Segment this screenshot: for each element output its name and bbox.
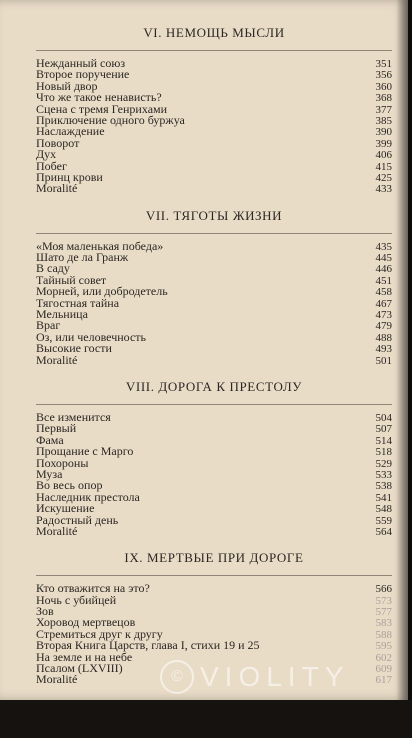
entry-page: 435 bbox=[375, 240, 392, 253]
toc-entry bbox=[36, 455, 392, 470]
entry-page: 399 bbox=[375, 137, 392, 150]
entry-page: 473 bbox=[375, 309, 392, 322]
toc-entry bbox=[36, 126, 392, 137]
toc-entry bbox=[36, 309, 392, 320]
section-title: IX. МЕРТВЫЕ ПРИ ДОРОГЕ bbox=[124, 550, 304, 566]
entry-label: Высокие гости bbox=[36, 341, 112, 356]
entry-label: Кто отважится на это? bbox=[36, 581, 150, 596]
entry-page: 617 bbox=[375, 674, 392, 687]
entry-page: 488 bbox=[375, 331, 392, 344]
entry-page: 573 bbox=[375, 594, 392, 607]
entry-page: 541 bbox=[375, 491, 392, 504]
entry-label: Сцена с тремя Генрихами bbox=[36, 101, 168, 116]
entry-label: Зов bbox=[36, 604, 54, 619]
toc-entry bbox=[36, 409, 392, 424]
entry-page: 385 bbox=[375, 114, 392, 127]
entry-page: 514 bbox=[375, 434, 392, 447]
entry-page: 566 bbox=[375, 583, 392, 596]
entry-page: 609 bbox=[375, 663, 392, 676]
entry-page: 425 bbox=[375, 171, 392, 184]
entry-label: Оз, или человечность bbox=[36, 329, 147, 344]
entry-page: 451 bbox=[375, 274, 392, 287]
entry-label: Все изменится bbox=[36, 409, 111, 424]
entry-page: 548 bbox=[375, 503, 392, 516]
entry-page: 390 bbox=[375, 126, 392, 139]
section-title: VI. НЕМОЩЬ МЫСЛИ bbox=[143, 25, 285, 40]
entry-page: 504 bbox=[375, 411, 392, 424]
entry-label: Второе поручение bbox=[36, 67, 130, 82]
entry-page: 538 bbox=[375, 480, 392, 493]
entry-label: Прощание с Марго bbox=[36, 444, 134, 459]
entry-label: Муза bbox=[36, 466, 63, 481]
entry-label: На земле и на небе bbox=[36, 649, 133, 664]
entry-page: 415 bbox=[375, 160, 392, 173]
entry-page: 533 bbox=[375, 468, 392, 481]
entry-page: 368 bbox=[375, 92, 392, 105]
entry-label: Ночь с убийцей bbox=[36, 592, 117, 607]
entry-page: 446 bbox=[375, 263, 392, 276]
toc-entry bbox=[36, 352, 392, 367]
entry-page: 445 bbox=[375, 252, 392, 265]
entry-label: Искушение bbox=[36, 501, 95, 516]
entry-page: 433 bbox=[375, 183, 392, 196]
entry-page: 479 bbox=[375, 320, 392, 333]
table-of-contents bbox=[36, 24, 392, 713]
watermark-text: VIOLITY bbox=[200, 661, 350, 692]
page-edge-shadow bbox=[396, 0, 412, 700]
entry-page: 595 bbox=[375, 640, 392, 653]
entry-page: 564 bbox=[375, 525, 392, 538]
entry-label: Фама bbox=[36, 432, 64, 447]
entry-label: Тайный совет bbox=[36, 272, 107, 287]
entry-label: Побег bbox=[36, 158, 67, 173]
entry-label: Мельница bbox=[36, 307, 88, 322]
toc-entry bbox=[36, 183, 392, 194]
entry-page: 602 bbox=[375, 651, 392, 664]
entry-label: Первый bbox=[36, 421, 77, 436]
toc-entry bbox=[36, 135, 392, 150]
toc-entry bbox=[36, 343, 392, 354]
entry-label: Наслаждение bbox=[36, 124, 105, 139]
entry-label: Псалом (LXVIII) bbox=[36, 661, 123, 676]
entry-label: Нежданный союз bbox=[36, 56, 126, 70]
entry-page: 588 bbox=[375, 628, 392, 641]
section-title: VIII. ДОРОГА К ПРЕСТОЛУ bbox=[125, 378, 303, 394]
section-divider bbox=[36, 233, 392, 234]
copyright-icon: © bbox=[160, 660, 194, 694]
entry-page: 507 bbox=[375, 423, 392, 436]
toc-entry bbox=[36, 295, 392, 310]
entry-label: Тягостная тайна bbox=[36, 295, 120, 310]
entry-label: Стремиться друг к другу bbox=[36, 626, 163, 641]
entry-label: Шато де ла Гранж bbox=[36, 250, 129, 265]
toc-entry bbox=[36, 169, 392, 184]
entry-page: 529 bbox=[375, 457, 392, 470]
entry-label: Дух bbox=[36, 147, 57, 162]
entry-label: Вторая Книга Царств, глава I, стихи 19 и 25 bbox=[36, 638, 260, 653]
entry-label: Что же такое ненависть? bbox=[36, 90, 162, 105]
toc-section-7 bbox=[36, 207, 392, 366]
section-title: VII. ТЯГОТЫ ЖИЗНИ bbox=[145, 207, 283, 223]
entry-page: 377 bbox=[375, 103, 392, 116]
entry-label: Хоровод мертвецов bbox=[36, 615, 136, 630]
toc-entry bbox=[36, 423, 392, 434]
section-divider bbox=[36, 404, 392, 405]
entry-label: Поворот bbox=[36, 135, 80, 150]
entry-label: Moralité bbox=[36, 523, 78, 538]
entry-page: 467 bbox=[375, 297, 392, 310]
entry-page: 356 bbox=[375, 69, 392, 82]
entry-label: Радостный день bbox=[36, 512, 119, 527]
entry-label: Moralité bbox=[36, 352, 78, 367]
entry-label: Морней, или добродетель bbox=[36, 284, 168, 299]
toc-section-6 bbox=[36, 24, 392, 195]
toc-entry bbox=[36, 149, 392, 160]
toc-section-8 bbox=[36, 378, 392, 537]
toc-entry bbox=[36, 523, 392, 538]
entry-page: 577 bbox=[375, 606, 392, 619]
entry-label: «Моя маленькая победа» bbox=[36, 238, 164, 253]
entry-label: В саду bbox=[36, 261, 70, 276]
section-divider bbox=[36, 575, 392, 576]
entry-page: 501 bbox=[375, 354, 392, 367]
entry-page: 360 bbox=[375, 80, 392, 93]
entry-page: 406 bbox=[375, 149, 392, 162]
entry-page: 583 bbox=[375, 617, 392, 630]
entry-label: Приключение одного буржуа bbox=[36, 112, 185, 127]
toc-entry bbox=[36, 446, 392, 457]
entry-label: Враг bbox=[36, 318, 61, 333]
entry-page: 351 bbox=[375, 58, 392, 70]
entry-page: 493 bbox=[375, 343, 392, 356]
entry-label: Moralité bbox=[36, 181, 78, 196]
toc-entry bbox=[36, 592, 392, 607]
entry-label: Наследник престола bbox=[36, 489, 140, 504]
section-divider bbox=[36, 50, 392, 51]
toc-entry bbox=[36, 252, 392, 263]
dark-background bbox=[0, 700, 412, 738]
entry-label: Moralité bbox=[36, 672, 78, 687]
violity-watermark bbox=[160, 660, 349, 694]
entry-label: Похороны bbox=[36, 455, 89, 470]
entry-page: 559 bbox=[375, 514, 392, 527]
entry-label: Новый двор bbox=[36, 78, 98, 93]
entry-page: 518 bbox=[375, 446, 392, 459]
entry-label: Принц крови bbox=[36, 169, 103, 184]
entry-page: 458 bbox=[375, 286, 392, 299]
toc-entry bbox=[36, 512, 392, 527]
entry-label: Во весь опор bbox=[36, 478, 103, 493]
